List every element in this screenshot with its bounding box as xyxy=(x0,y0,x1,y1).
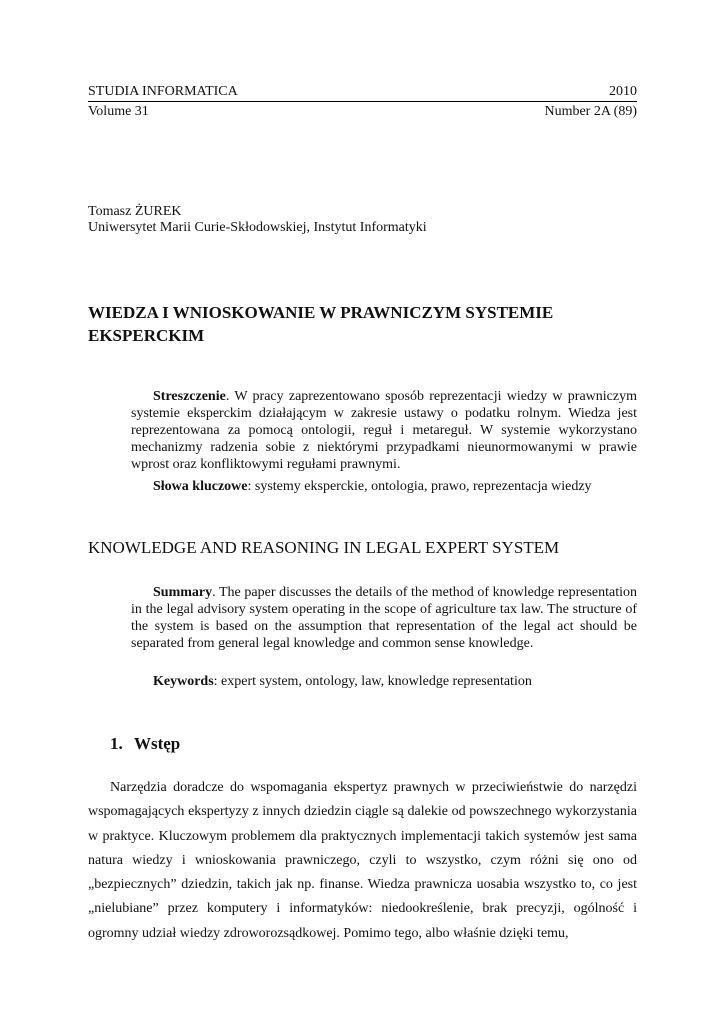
body-paragraph: Narzędzia doradcze do wspomagania ekspertyz prawnych w przeciwieństwie do narzędzi wspomagających ekspertyzy z innych dziedzin ciągle są dalekie od powszechnego wykorzystania w praktyce. Kluczowym problemem dla praktycznych implementacji takich systemów jest sama natura wiedzy i wnioskowania prawniczego, czyli to wszystko, czym różni się ono od „bezpiecznych” dziedzin, takich jak np. finanse. Wiedza prawnicza uosabia wszystko to, co jest „nielubiane” przez komputery i informatyków: niedookreślenie, brak precyzji, ogólność i ogromny udział wiedzy zdroworozsądkowej. Pomimo tego, albo właśnie dzięki temu, xyxy=(88,780,637,941)
title-pl-line1: WIEDZA I WNIOSKOWANIE W PRAWNICZYM SYSTEMIE xyxy=(88,303,554,322)
abstract-pl-text: . W pracy zaprezentowano sposób reprezentacji wiedzy w prawniczym systemie eksperckim działającym w zakresie ustawy o podatku rolnym. Wiedza jest reprezentowana za pomocą ontologii, reguł i metareguł. W systemie wykorzystano mechanizmy radzenia sobie z niektórymi przypadkami nieunormowanymi w prawie wprost oraz konfliktowymi regułami prawnymi. xyxy=(131,389,637,472)
section-number: 1. xyxy=(110,734,123,753)
abstract-en-label: Summary xyxy=(153,585,213,600)
running-header-bottom xyxy=(88,104,637,120)
journal-name: STUDIA INFORMATICA xyxy=(88,84,238,99)
paper-title-english: KNOWLEDGE AND REASONING IN LEGAL EXPERT SYSTEM xyxy=(88,538,560,557)
running-header-top xyxy=(88,84,637,100)
abstract-en-text: . The paper discusses the details of the method of knowledge representation in the legal advisory system operating in the scope of agriculture tax law. The structure of the system is based on the assumption that representation of the legal act should be separated from general legal knowledge and common sense knowledge. xyxy=(131,585,637,651)
author-affiliation: Uniwersytet Marii Curie-Skłodowskiej, Instytut Informatyki xyxy=(88,220,427,235)
keywords-polish xyxy=(131,478,637,495)
keywords-english xyxy=(131,673,637,690)
keywords-en-label: Keywords xyxy=(153,674,214,689)
abstract-pl-label: Streszczenie xyxy=(153,389,226,404)
title-pl-line2: EKSPERCKIM xyxy=(88,326,205,345)
paper-title-polish xyxy=(88,301,637,347)
abstract-english xyxy=(131,584,637,652)
keywords-pl-label: Słowa kluczowe xyxy=(153,479,248,494)
keywords-pl-text: : systemy eksperckie, ontologia, prawo, reprezentacja wiedzy xyxy=(247,479,592,494)
author-name: Tomasz ŻUREK xyxy=(88,204,182,219)
section-title: Wstęp xyxy=(133,734,181,753)
section-heading xyxy=(110,733,180,755)
journal-volume: Volume 31 xyxy=(88,104,149,119)
journal-number: Number 2A (89) xyxy=(544,104,637,119)
keywords-en-text: : expert system, ontology, law, knowledge representation xyxy=(213,674,532,689)
journal-year: 2010 xyxy=(609,84,637,99)
header-rule xyxy=(88,101,637,102)
abstract-polish xyxy=(131,388,637,473)
